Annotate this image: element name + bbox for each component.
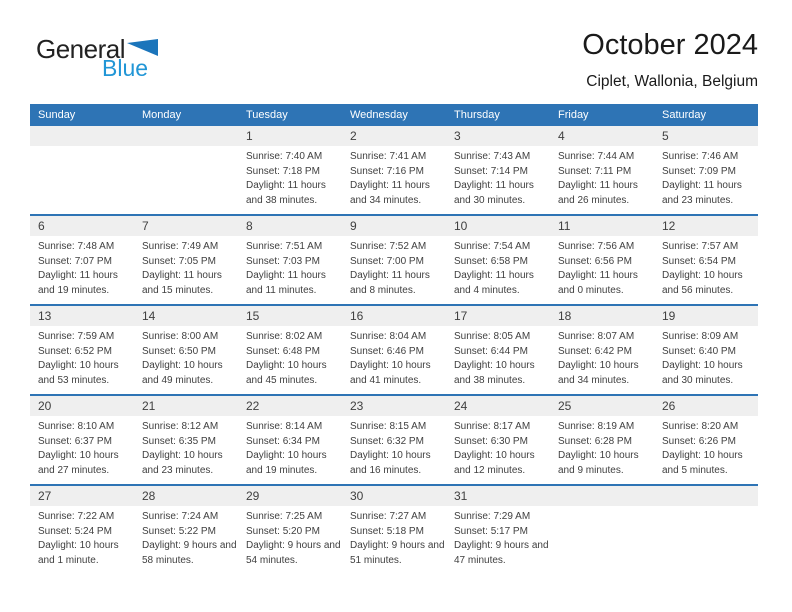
sunset-text: Sunset: 6:40 PM bbox=[662, 345, 736, 357]
day-number: 25 bbox=[550, 396, 654, 416]
day-details bbox=[134, 506, 238, 568]
sunrise-text: Sunrise: 8:09 AM bbox=[662, 331, 739, 342]
daylight-text: Daylight: 11 hours and 38 minutes. bbox=[246, 180, 326, 206]
sunset-text: Sunset: 5:20 PM bbox=[246, 525, 320, 537]
day-number: 15 bbox=[238, 306, 342, 326]
day-number: 19 bbox=[654, 306, 758, 326]
daylight-text: Daylight: 10 hours and 16 minutes. bbox=[350, 450, 431, 476]
day-details bbox=[654, 236, 758, 298]
weekday-label: Tuesday bbox=[246, 109, 288, 121]
day-details bbox=[550, 506, 654, 510]
day-cell bbox=[654, 126, 758, 214]
day-number bbox=[550, 486, 654, 506]
day-number bbox=[30, 126, 134, 146]
sunrise-text: Sunrise: 8:04 AM bbox=[350, 331, 427, 342]
sunrise-text: Sunrise: 7:56 AM bbox=[558, 241, 635, 252]
day-cell bbox=[446, 126, 550, 214]
day-details bbox=[134, 146, 238, 150]
sunrise-text: Sunrise: 8:05 AM bbox=[454, 331, 531, 342]
daylight-text: Daylight: 11 hours and 15 minutes. bbox=[142, 270, 222, 296]
sunrise-text: Sunrise: 7:49 AM bbox=[142, 241, 219, 252]
day-details bbox=[654, 326, 758, 388]
day-details bbox=[446, 506, 550, 568]
sunrise-text: Sunrise: 7:40 AM bbox=[246, 151, 323, 162]
sunrise-text: Sunrise: 7:59 AM bbox=[38, 331, 115, 342]
sunset-text: Sunset: 5:18 PM bbox=[350, 525, 424, 537]
day-number: 22 bbox=[238, 396, 342, 416]
logo-text-general: General bbox=[36, 34, 125, 64]
week-row bbox=[30, 126, 758, 214]
day-number: 16 bbox=[342, 306, 446, 326]
sunrise-text: Sunrise: 8:14 AM bbox=[246, 421, 323, 432]
sunrise-text: Sunrise: 8:02 AM bbox=[246, 331, 323, 342]
daylight-text: Daylight: 10 hours and 1 minute. bbox=[38, 540, 119, 566]
day-number: 24 bbox=[446, 396, 550, 416]
day-cell bbox=[134, 396, 238, 484]
weekday-label: Friday bbox=[558, 109, 589, 121]
day-cell bbox=[446, 306, 550, 394]
day-details bbox=[238, 416, 342, 478]
daylight-text: Daylight: 9 hours and 47 minutes. bbox=[454, 540, 549, 566]
day-cell bbox=[550, 126, 654, 214]
sunrise-text: Sunrise: 8:07 AM bbox=[558, 331, 635, 342]
day-details bbox=[342, 416, 446, 478]
day-number: 4 bbox=[550, 126, 654, 146]
daylight-text: Daylight: 11 hours and 8 minutes. bbox=[350, 270, 430, 296]
sunset-text: Sunset: 7:14 PM bbox=[454, 165, 528, 177]
day-cell bbox=[238, 486, 342, 574]
daylight-text: Daylight: 10 hours and 12 minutes. bbox=[454, 450, 535, 476]
calendar-header bbox=[582, 30, 758, 91]
week-row bbox=[30, 214, 758, 304]
sunrise-text: Sunrise: 7:52 AM bbox=[350, 241, 427, 252]
day-number: 3 bbox=[446, 126, 550, 146]
day-details bbox=[446, 416, 550, 478]
day-cell bbox=[30, 216, 134, 304]
day-number bbox=[654, 486, 758, 506]
day-number: 11 bbox=[550, 216, 654, 236]
weekday-header-row bbox=[30, 104, 758, 126]
day-cell bbox=[550, 216, 654, 304]
day-details bbox=[342, 506, 446, 568]
sunset-text: Sunset: 7:18 PM bbox=[246, 165, 320, 177]
general-blue-logo bbox=[36, 36, 158, 80]
day-cell bbox=[654, 396, 758, 484]
day-number: 9 bbox=[342, 216, 446, 236]
day-details bbox=[446, 146, 550, 208]
sunset-text: Sunset: 6:32 PM bbox=[350, 435, 424, 447]
day-details bbox=[654, 506, 758, 510]
sunset-text: Sunset: 5:17 PM bbox=[454, 525, 528, 537]
sunset-text: Sunset: 7:00 PM bbox=[350, 255, 424, 267]
sunset-text: Sunset: 6:28 PM bbox=[558, 435, 632, 447]
day-cell bbox=[30, 126, 134, 214]
daylight-text: Daylight: 10 hours and 30 minutes. bbox=[662, 360, 743, 386]
day-number: 7 bbox=[134, 216, 238, 236]
sunrise-text: Sunrise: 8:17 AM bbox=[454, 421, 531, 432]
day-number: 17 bbox=[446, 306, 550, 326]
daylight-text: Daylight: 10 hours and 9 minutes. bbox=[558, 450, 639, 476]
sunset-text: Sunset: 5:22 PM bbox=[142, 525, 216, 537]
sunset-text: Sunset: 7:09 PM bbox=[662, 165, 736, 177]
day-cell bbox=[654, 216, 758, 304]
day-details bbox=[654, 146, 758, 208]
daylight-text: Daylight: 11 hours and 11 minutes. bbox=[246, 270, 326, 296]
day-details bbox=[30, 326, 134, 388]
page-subtitle: Ciplet, Wallonia, Belgium bbox=[586, 72, 758, 90]
sunset-text: Sunset: 6:56 PM bbox=[558, 255, 632, 267]
sunset-text: Sunset: 6:37 PM bbox=[38, 435, 112, 447]
week-row bbox=[30, 394, 758, 484]
sunset-text: Sunset: 6:58 PM bbox=[454, 255, 528, 267]
day-number: 21 bbox=[134, 396, 238, 416]
sunset-text: Sunset: 6:30 PM bbox=[454, 435, 528, 447]
day-cell bbox=[342, 396, 446, 484]
day-details bbox=[238, 146, 342, 208]
daylight-text: Daylight: 9 hours and 58 minutes. bbox=[142, 540, 237, 566]
day-cell bbox=[238, 126, 342, 214]
sunset-text: Sunset: 6:35 PM bbox=[142, 435, 216, 447]
day-number: 18 bbox=[550, 306, 654, 326]
day-number: 14 bbox=[134, 306, 238, 326]
day-number: 2 bbox=[342, 126, 446, 146]
day-cell bbox=[134, 306, 238, 394]
day-details bbox=[134, 326, 238, 388]
sunset-text: Sunset: 7:07 PM bbox=[38, 255, 112, 267]
sunrise-text: Sunrise: 8:20 AM bbox=[662, 421, 739, 432]
weekday-label: Saturday bbox=[662, 109, 707, 121]
day-number: 30 bbox=[342, 486, 446, 506]
day-number: 28 bbox=[134, 486, 238, 506]
daylight-text: Daylight: 11 hours and 0 minutes. bbox=[558, 270, 638, 296]
sunrise-text: Sunrise: 7:46 AM bbox=[662, 151, 739, 162]
day-number: 20 bbox=[30, 396, 134, 416]
daylight-text: Daylight: 10 hours and 53 minutes. bbox=[38, 360, 119, 386]
daylight-text: Daylight: 10 hours and 49 minutes. bbox=[142, 360, 223, 386]
weekday-label: Wednesday bbox=[350, 109, 408, 121]
day-cell bbox=[550, 486, 654, 574]
sunrise-text: Sunrise: 7:43 AM bbox=[454, 151, 531, 162]
daylight-text: Daylight: 10 hours and 34 minutes. bbox=[558, 360, 639, 386]
day-details bbox=[550, 416, 654, 478]
day-number: 31 bbox=[446, 486, 550, 506]
sunset-text: Sunset: 7:05 PM bbox=[142, 255, 216, 267]
day-cell bbox=[134, 126, 238, 214]
daylight-text: Daylight: 11 hours and 4 minutes. bbox=[454, 270, 534, 296]
daylight-text: Daylight: 11 hours and 23 minutes. bbox=[662, 180, 742, 206]
day-details bbox=[342, 326, 446, 388]
sunset-text: Sunset: 6:34 PM bbox=[246, 435, 320, 447]
day-cell bbox=[342, 126, 446, 214]
day-cell bbox=[238, 306, 342, 394]
day-cell bbox=[654, 306, 758, 394]
day-cell bbox=[30, 396, 134, 484]
day-cell bbox=[446, 486, 550, 574]
day-details bbox=[550, 146, 654, 208]
daylight-text: Daylight: 10 hours and 23 minutes. bbox=[142, 450, 223, 476]
day-details bbox=[342, 236, 446, 298]
day-details bbox=[550, 326, 654, 388]
day-details bbox=[238, 326, 342, 388]
day-details bbox=[446, 236, 550, 298]
daylight-text: Daylight: 10 hours and 5 minutes. bbox=[662, 450, 743, 476]
sunset-text: Sunset: 5:24 PM bbox=[38, 525, 112, 537]
sunrise-text: Sunrise: 7:54 AM bbox=[454, 241, 531, 252]
daylight-text: Daylight: 11 hours and 26 minutes. bbox=[558, 180, 638, 206]
day-cell bbox=[342, 486, 446, 574]
day-cell bbox=[342, 216, 446, 304]
day-cell bbox=[446, 396, 550, 484]
sunrise-text: Sunrise: 7:44 AM bbox=[558, 151, 635, 162]
weekday-label: Thursday bbox=[454, 109, 500, 121]
day-details bbox=[30, 236, 134, 298]
daylight-text: Daylight: 11 hours and 34 minutes. bbox=[350, 180, 430, 206]
sunset-text: Sunset: 6:42 PM bbox=[558, 345, 632, 357]
day-details bbox=[30, 506, 134, 568]
sunset-text: Sunset: 6:52 PM bbox=[38, 345, 112, 357]
sunrise-text: Sunrise: 7:57 AM bbox=[662, 241, 739, 252]
sunset-text: Sunset: 6:46 PM bbox=[350, 345, 424, 357]
day-cell bbox=[550, 306, 654, 394]
day-number: 26 bbox=[654, 396, 758, 416]
day-details bbox=[238, 236, 342, 298]
sunrise-text: Sunrise: 7:27 AM bbox=[350, 511, 427, 522]
weekday-label: Sunday bbox=[38, 109, 76, 121]
daylight-text: Daylight: 9 hours and 51 minutes. bbox=[350, 540, 445, 566]
sunset-text: Sunset: 7:11 PM bbox=[558, 165, 632, 177]
day-details bbox=[30, 416, 134, 478]
day-cell bbox=[30, 486, 134, 574]
day-number: 13 bbox=[30, 306, 134, 326]
sunset-text: Sunset: 7:03 PM bbox=[246, 255, 320, 267]
sunset-text: Sunset: 6:50 PM bbox=[142, 345, 216, 357]
logo-text-blue: Blue bbox=[102, 55, 149, 81]
daylight-text: Daylight: 11 hours and 19 minutes. bbox=[38, 270, 118, 296]
day-number bbox=[134, 126, 238, 146]
daylight-text: Daylight: 10 hours and 38 minutes. bbox=[454, 360, 535, 386]
sunrise-text: Sunrise: 7:51 AM bbox=[246, 241, 323, 252]
day-number: 6 bbox=[30, 216, 134, 236]
sunrise-text: Sunrise: 7:24 AM bbox=[142, 511, 219, 522]
sunrise-text: Sunrise: 8:10 AM bbox=[38, 421, 115, 432]
sunset-text: Sunset: 6:54 PM bbox=[662, 255, 736, 267]
day-details bbox=[134, 416, 238, 478]
day-number: 12 bbox=[654, 216, 758, 236]
sunset-text: Sunset: 7:16 PM bbox=[350, 165, 424, 177]
weekday-label: Monday bbox=[142, 109, 182, 121]
day-details bbox=[30, 146, 134, 150]
day-cell bbox=[134, 216, 238, 304]
day-number: 27 bbox=[30, 486, 134, 506]
daylight-text: Daylight: 10 hours and 19 minutes. bbox=[246, 450, 327, 476]
day-number: 23 bbox=[342, 396, 446, 416]
sunrise-text: Sunrise: 7:48 AM bbox=[38, 241, 115, 252]
sunset-text: Sunset: 6:48 PM bbox=[246, 345, 320, 357]
day-cell bbox=[654, 486, 758, 574]
daylight-text: Daylight: 11 hours and 30 minutes. bbox=[454, 180, 534, 206]
day-details bbox=[550, 236, 654, 298]
calendar-table bbox=[30, 104, 758, 574]
week-row bbox=[30, 304, 758, 394]
sunrise-text: Sunrise: 7:29 AM bbox=[454, 511, 531, 522]
sunset-text: Sunset: 6:44 PM bbox=[454, 345, 528, 357]
sunrise-text: Sunrise: 7:22 AM bbox=[38, 511, 115, 522]
sunrise-text: Sunrise: 8:19 AM bbox=[558, 421, 635, 432]
day-cell bbox=[30, 306, 134, 394]
week-row bbox=[30, 484, 758, 574]
day-cell bbox=[134, 486, 238, 574]
day-details bbox=[134, 236, 238, 298]
day-cell bbox=[238, 396, 342, 484]
day-number: 29 bbox=[238, 486, 342, 506]
daylight-text: Daylight: 10 hours and 27 minutes. bbox=[38, 450, 119, 476]
page-title: October 2024 bbox=[582, 29, 758, 61]
day-details bbox=[238, 506, 342, 568]
day-cell bbox=[342, 306, 446, 394]
sunrise-text: Sunrise: 7:41 AM bbox=[350, 151, 427, 162]
daylight-text: Daylight: 10 hours and 45 minutes. bbox=[246, 360, 327, 386]
day-details bbox=[654, 416, 758, 478]
sunrise-text: Sunrise: 8:00 AM bbox=[142, 331, 219, 342]
daylight-text: Daylight: 9 hours and 54 minutes. bbox=[246, 540, 341, 566]
day-cell bbox=[446, 216, 550, 304]
day-number: 1 bbox=[238, 126, 342, 146]
sunrise-text: Sunrise: 8:15 AM bbox=[350, 421, 427, 432]
day-cell bbox=[238, 216, 342, 304]
sunrise-text: Sunrise: 7:25 AM bbox=[246, 511, 323, 522]
daylight-text: Daylight: 10 hours and 41 minutes. bbox=[350, 360, 431, 386]
daylight-text: Daylight: 10 hours and 56 minutes. bbox=[662, 270, 743, 296]
day-details bbox=[446, 326, 550, 388]
day-details bbox=[342, 146, 446, 208]
day-number: 5 bbox=[654, 126, 758, 146]
day-number: 10 bbox=[446, 216, 550, 236]
day-number: 8 bbox=[238, 216, 342, 236]
day-cell bbox=[550, 396, 654, 484]
sunset-text: Sunset: 6:26 PM bbox=[662, 435, 736, 447]
sunrise-text: Sunrise: 8:12 AM bbox=[142, 421, 219, 432]
